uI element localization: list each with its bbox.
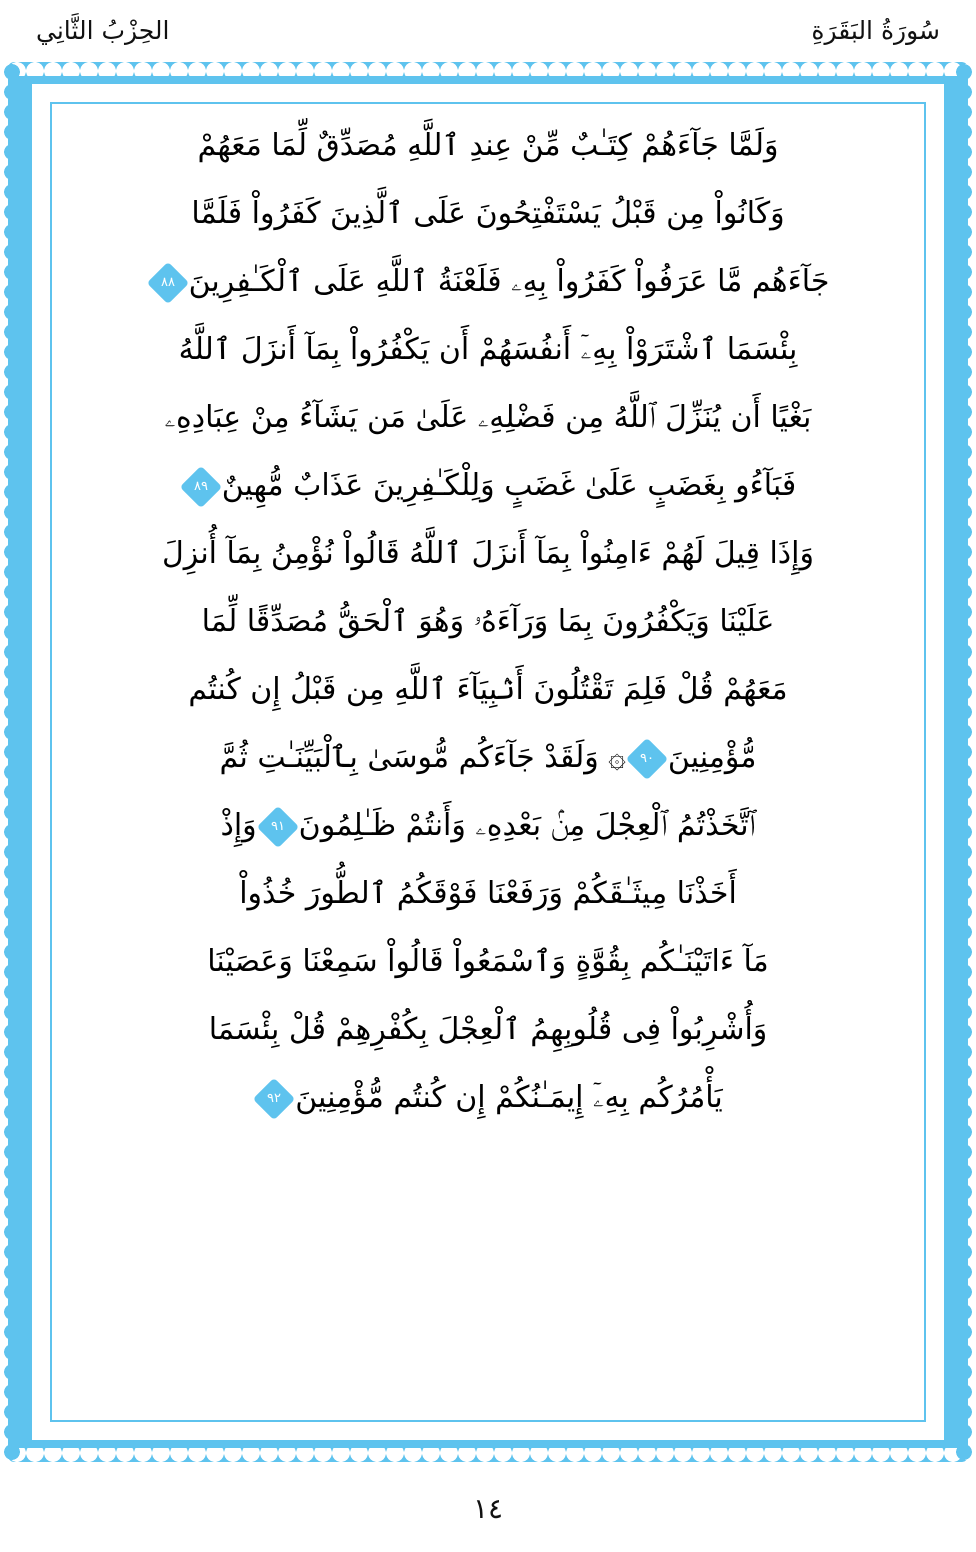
ayah-text: جَآءَهُم مَّا عَرَفُواْ كَفَرُواْ بِهِۦ فَلَعْنَةُ ٱللَّهِ عَلَى ٱلْكَـٰفِرِينَ [188, 264, 830, 299]
quran-text-block [78, 112, 898, 1402]
ayah-number-text: ٩١ [270, 818, 285, 834]
ayah-text: مُّؤْمِنِينَ [667, 740, 757, 775]
ayah-number-text: ٩٢ [267, 1090, 282, 1106]
ayah-text: عَلَيْنَا وَيَكْفُرُونَ بِمَا وَرَآءَهُۥ وَهُوَ ٱلْحَقُّ مُصَدِّقًا لِّمَا [201, 604, 775, 639]
page-header [0, 0, 976, 62]
ayah-text-continued: ۞ وَلَقَدْ جَآءَكُم مُّوسَىٰ بِٱلْبَيِّنَـٰتِ ثُمَّ [219, 740, 626, 775]
ayah-line [78, 452, 898, 520]
ayah-line [78, 520, 898, 588]
ayah-text: مَآ ءَاتَيْنَـٰكُم بِقُوَّةٍ وَٱسْمَعُواْ قَالُواْ سَمِعْنَا وَعَصَيْنَا [207, 944, 769, 979]
ayah-number-text: ٩٠ [639, 750, 654, 766]
ayah-number-marker [256, 805, 298, 847]
ayah-number-marker [146, 261, 188, 303]
frame-scallop-right [954, 62, 974, 1462]
ayah-text: ٱتَّخَذْتُمُ ٱلْعِجْلَ مِنۢ بَعْدِهِۦ وَأَنتُمْ ظَـٰلِمُونَ [298, 808, 756, 843]
ayah-line [78, 656, 898, 724]
ayah-text: يَأْمُرُكُم بِهِۦٓ إِيمَـٰنُكُمْ إِن كُنتُم مُّؤْمِنِينَ [295, 1080, 723, 1115]
page-number: ١٤ [472, 1491, 504, 1525]
ayah-line [78, 860, 898, 928]
surah-title: سُورَةُ البَقَرَةِ [811, 16, 940, 45]
ayah-text: مَعَهُمْ قُلْ فَلِمَ تَقْتُلُونَ أَنۢبِيَآءَ ٱللَّهِ مِن قَبْلُ إِن كُنتُم [188, 672, 788, 707]
ayah-text: بِئْسَمَا ٱشْتَرَوْاْ بِهِۦٓ أَنفُسَهُمْ أَن يَكْفُرُواْ بِمَآ أَنزَلَ ٱللَّهُ [178, 332, 798, 367]
ayah-text: وَكَانُواْ مِن قَبْلُ يَسْتَفْتِحُونَ عَلَى ٱلَّذِينَ كَفَرُواْ فَلَمَّا [191, 196, 785, 231]
ayah-line [78, 996, 898, 1064]
ayah-line [78, 1064, 898, 1132]
ayah-number-marker [626, 737, 668, 779]
ayah-line [78, 384, 898, 452]
ayah-line [78, 588, 898, 656]
ayah-number-marker [253, 1077, 295, 1119]
ayah-text: وَلَمَّا جَآءَهُمْ كِتَـٰبٌ مِّنْ عِندِ ٱللَّهِ مُصَدِّقٌ لِّمَا مَعَهُمْ [197, 128, 779, 163]
ayah-line [78, 792, 898, 860]
ayah-text: فَبَآءُو بِغَضَبٍ عَلَىٰ غَضَبٍ وَلِلْكَـٰفِرِينَ عَذَابٌ مُّهِينٌ [221, 468, 797, 503]
ayah-text-continued: وَإِذْ [220, 808, 257, 843]
ayah-text: بَغْيًا أَن يُنَزِّلَ ٱللَّهُ مِن فَضْلِهِۦ عَلَىٰ مَن يَشَآءُ مِنْ عِبَادِهِۦ [164, 400, 812, 435]
ayah-text: وَإِذَا قِيلَ لَهُمْ ءَامِنُواْ بِمَآ أَنزَلَ ٱللَّهُ قَالُواْ نُؤْمِنُ بِمَآ أُنزِلَ [161, 536, 814, 571]
ayah-line [78, 724, 898, 792]
ayah-line [78, 180, 898, 248]
ayah-number-marker [180, 465, 222, 507]
ayah-line [78, 248, 898, 316]
ayah-line [78, 928, 898, 996]
page-footer [0, 1464, 976, 1552]
ayah-text: أَخَذْنَا مِيثَـٰقَكُمْ وَرَفَعْنَا فَوْقَكُمُ ٱلطُّورَ خُذُواْ [239, 876, 737, 911]
ayah-line [78, 316, 898, 384]
frame-scallop-left [2, 62, 22, 1462]
ayah-text: وَأُشْرِبُواْ فِى قُلُوبِهِمُ ٱلْعِجْلَ بِكُفْرِهِمْ قُلْ بِئْسَمَا [208, 1012, 768, 1047]
ayah-number-text: ٨٩ [193, 478, 208, 494]
ayah-number-text: ٨٨ [160, 274, 175, 290]
hizb-label: الحِزْبُ الثَّانِي [36, 16, 170, 45]
ayah-line [78, 112, 898, 180]
